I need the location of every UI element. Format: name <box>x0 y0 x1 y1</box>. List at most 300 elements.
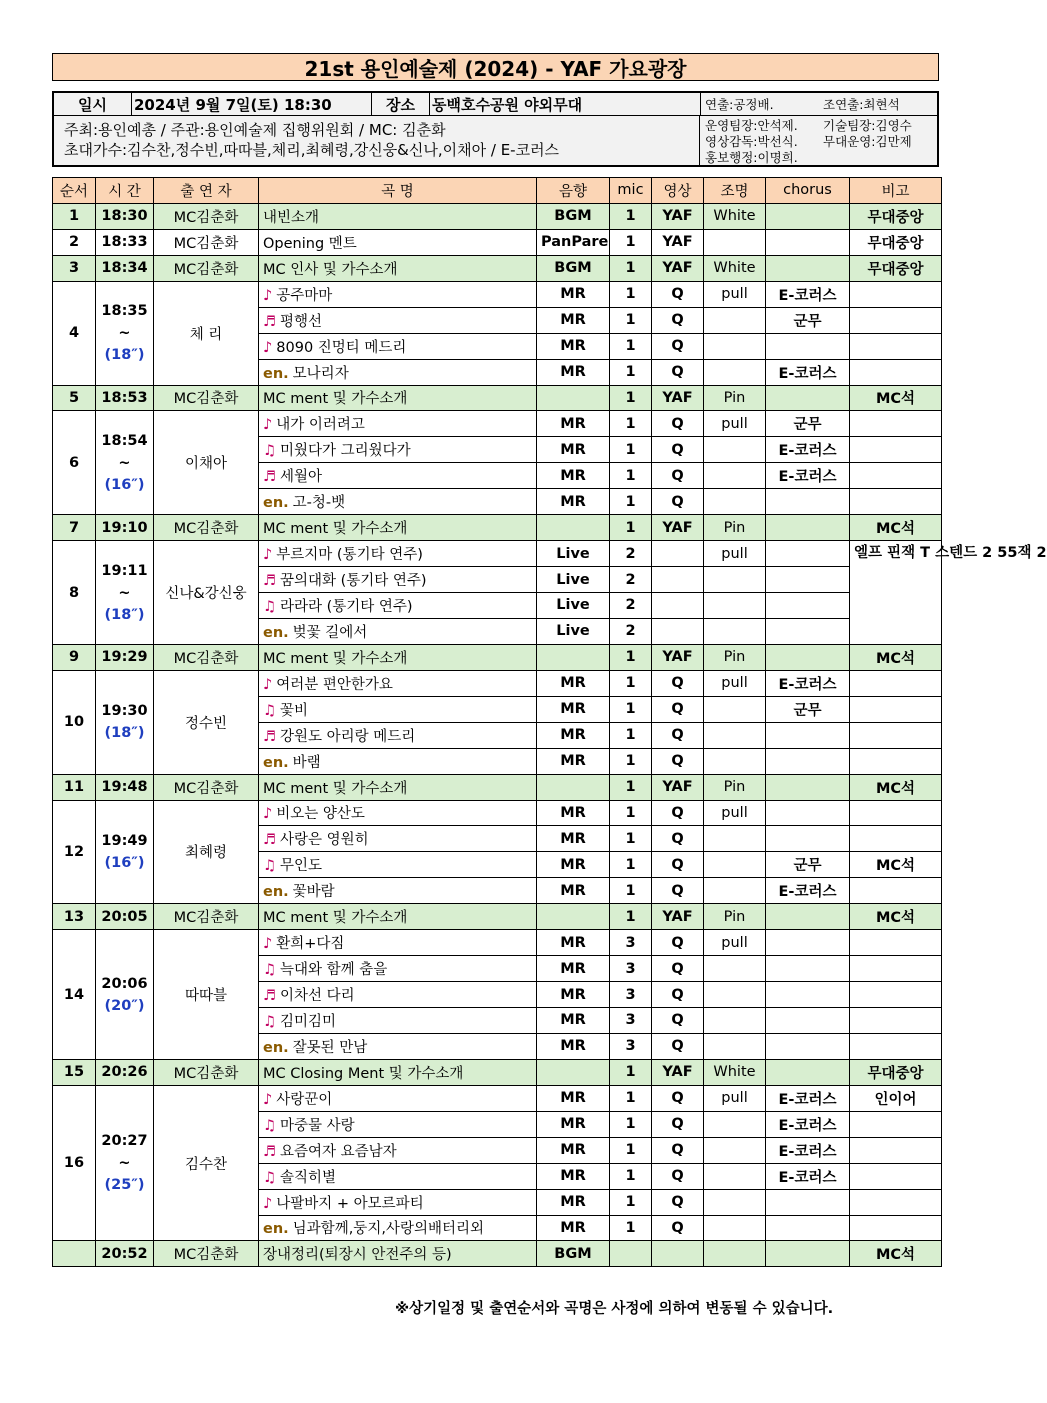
music-note-icon: ♫ <box>263 598 276 615</box>
schedule-table <box>52 177 1047 1267</box>
note-cell: 무대중앙 <box>850 229 942 255</box>
song-title: 나팔바지 + 아모르파티 <box>276 1195 424 1212</box>
song-title: 여러분 편안한가요 <box>276 676 393 693</box>
chorus-cell <box>766 593 850 619</box>
note-cell <box>850 1111 942 1137</box>
chorus-cell <box>766 385 850 411</box>
song-title: 장내정리(퇴장시 안전주의 등) <box>263 1247 452 1264</box>
performer: MC김춘화 <box>154 203 259 229</box>
lighting-cell: pull <box>704 411 766 437</box>
music-note-icon: ♬ <box>263 728 276 745</box>
song-title: 공주마마 <box>276 287 333 304</box>
song-title-cell <box>259 774 537 800</box>
music-note-icon: ♪ <box>263 547 273 564</box>
video-cell: YAF <box>652 385 704 411</box>
music-note-icon: ♬ <box>263 313 276 330</box>
lighting-cell <box>704 593 766 619</box>
footer-notice: ※상기일정 및 출연순서와 곡명은 사정에 의하여 변동될 수 있습니다. <box>395 1301 834 1317</box>
time-cell <box>96 229 154 255</box>
video-cell: YAF <box>652 229 704 255</box>
song-title-cell <box>259 1059 537 1085</box>
order-number: 1 <box>53 203 96 229</box>
time-cell <box>96 930 154 1060</box>
video-cell <box>652 541 704 567</box>
sound-cell: Live <box>537 567 610 593</box>
performer: 최혜령 <box>154 800 259 904</box>
song-title: 사랑꾼이 <box>276 1091 333 1108</box>
mic-cell: 1 <box>610 1215 652 1241</box>
sound-cell: MR <box>537 1189 610 1215</box>
start-time: 19:29 <box>101 649 148 666</box>
mic-cell: 1 <box>610 748 652 774</box>
chorus-cell <box>766 748 850 774</box>
song-title: 미웠다가 그리웠다가 <box>280 443 411 460</box>
song-title: 세월아 <box>280 469 323 486</box>
encore-label: en. <box>263 624 289 641</box>
sound-cell: MR <box>537 852 610 878</box>
mic-cell: 1 <box>610 1085 652 1111</box>
sound-cell: MR <box>537 1215 610 1241</box>
order-number: 15 <box>53 1059 96 1085</box>
lighting-cell: pull <box>704 1085 766 1111</box>
sound-cell: MR <box>537 463 610 489</box>
lighting-cell: Pin <box>704 385 766 411</box>
sound-cell: MR <box>537 359 610 385</box>
order-number: 14 <box>53 930 96 1060</box>
mic-cell: 1 <box>610 774 652 800</box>
lighting-cell <box>704 748 766 774</box>
table-row <box>53 229 942 255</box>
order-number: 7 <box>53 515 96 541</box>
event-info-box <box>52 91 939 167</box>
mic-cell: 1 <box>610 1059 652 1085</box>
mic-cell: 1 <box>610 255 652 281</box>
lighting-cell <box>704 826 766 852</box>
column-header: chorus <box>766 178 850 204</box>
lighting-cell <box>704 489 766 515</box>
song-title-cell <box>259 618 537 644</box>
song-title-cell <box>259 229 537 255</box>
sound-cell: PanPare <box>537 229 610 255</box>
time-cell <box>96 281 154 385</box>
duration: (16″) <box>104 854 145 871</box>
performer: MC김춘화 <box>154 515 259 541</box>
sound-cell: MR <box>537 1137 610 1163</box>
order-number: 6 <box>53 411 96 515</box>
duration: (16″) <box>104 476 145 493</box>
mic-cell: 1 <box>610 437 652 463</box>
performer: 신나&강신웅 <box>154 541 259 645</box>
start-time: 19:11 <box>101 562 148 579</box>
table-row <box>53 515 942 541</box>
order-number: 13 <box>53 904 96 930</box>
video-cell: Q <box>652 463 704 489</box>
video-cell: Q <box>652 800 704 826</box>
lighting-cell <box>704 307 766 333</box>
sound-cell: MR <box>537 982 610 1008</box>
mic-cell: 1 <box>610 904 652 930</box>
time-cell <box>96 774 154 800</box>
chorus-cell: E-코러스 <box>766 463 850 489</box>
song-title-cell <box>259 437 537 463</box>
table-row <box>53 774 942 800</box>
start-time: 19:48 <box>101 779 148 796</box>
video-cell: Q <box>652 411 704 437</box>
performer: MC김춘화 <box>154 644 259 670</box>
mic-cell: 3 <box>610 1033 652 1059</box>
video-cell: Q <box>652 748 704 774</box>
song-title: 고-청-뱃 <box>292 495 346 512</box>
mic-cell: 1 <box>610 463 652 489</box>
sound-cell <box>537 385 610 411</box>
chorus-cell: 군무 <box>766 307 850 333</box>
song-title-cell <box>259 956 537 982</box>
start-time: 19:30 <box>101 703 148 720</box>
staff-item: 홍보행정:이명희. <box>705 150 798 165</box>
column-header: 시 간 <box>96 178 154 204</box>
mic-cell: 1 <box>610 489 652 515</box>
staff-list <box>701 116 937 169</box>
song-title: 내가 이러려고 <box>276 417 365 434</box>
start-time: 18:53 <box>101 389 148 406</box>
song-title-cell <box>259 567 537 593</box>
chorus-cell <box>766 515 850 541</box>
lighting-cell <box>704 1241 766 1267</box>
song-title: 꿈의대화 (통기타 연주) <box>280 573 427 590</box>
video-cell: Q <box>652 1189 704 1215</box>
song-title-cell <box>259 904 537 930</box>
song-title: MC ment 및 가수소개 <box>263 650 408 667</box>
song-title-cell <box>259 593 537 619</box>
song-title-cell <box>259 982 537 1008</box>
staff-item: 조연출:최현석 <box>823 97 900 112</box>
note-cell: 무대중앙 <box>850 1059 942 1085</box>
note-cell <box>850 463 942 489</box>
chorus-cell: E-코러스 <box>766 670 850 696</box>
mic-cell: 1 <box>610 307 652 333</box>
song-title-cell <box>259 1111 537 1137</box>
sound-cell: MR <box>537 1163 610 1189</box>
video-cell: Q <box>652 722 704 748</box>
video-cell: Q <box>652 852 704 878</box>
lighting-cell <box>704 1008 766 1034</box>
lighting-cell: White <box>704 1059 766 1085</box>
sound-cell: BGM <box>537 1241 610 1267</box>
song-title-cell <box>259 696 537 722</box>
mic-cell: 3 <box>610 956 652 982</box>
sound-cell: MR <box>537 1111 610 1137</box>
chorus-cell: E-코러스 <box>766 359 850 385</box>
song-title: 이차선 다리 <box>280 988 355 1005</box>
performer: 따따블 <box>154 930 259 1060</box>
sound-cell: MR <box>537 281 610 307</box>
video-cell: Q <box>652 1163 704 1189</box>
song-title-cell <box>259 463 537 489</box>
song-title-cell <box>259 800 537 826</box>
time-cell <box>96 904 154 930</box>
song-title-cell <box>259 722 537 748</box>
music-note-icon: ♫ <box>263 702 276 719</box>
chorus-cell <box>766 644 850 670</box>
time-cell <box>96 541 154 645</box>
sound-cell <box>537 774 610 800</box>
video-cell: Q <box>652 878 704 904</box>
music-note-icon: ♬ <box>263 469 276 486</box>
mic-cell: 1 <box>610 1137 652 1163</box>
encore-label: en. <box>263 884 289 901</box>
mic-cell: 1 <box>610 515 652 541</box>
venue-value: 동백호수공원 야외무대 <box>430 93 701 115</box>
start-time: 19:49 <box>101 832 148 849</box>
performer: MC김춘화 <box>154 229 259 255</box>
start-time: 20:06 <box>101 975 148 992</box>
song-title-cell <box>259 385 537 411</box>
song-title-cell <box>259 1241 537 1267</box>
song-title-cell <box>259 644 537 670</box>
time-cell <box>96 800 154 904</box>
song-title-cell <box>259 1008 537 1034</box>
order-number: 12 <box>53 800 96 904</box>
event-info-row <box>54 93 937 116</box>
lighting-cell <box>704 852 766 878</box>
music-note-icon: ♪ <box>263 1195 273 1212</box>
mic-cell: 1 <box>610 1163 652 1189</box>
mic-cell: 2 <box>610 593 652 619</box>
music-note-icon: ♫ <box>263 1117 276 1134</box>
time-cell <box>96 255 154 281</box>
duration: (18″) <box>104 606 145 623</box>
note-cell: 무대중앙 <box>850 203 942 229</box>
table-row <box>53 1085 942 1111</box>
chorus-cell <box>766 774 850 800</box>
time-tilde: ~ <box>118 584 131 601</box>
song-title-cell <box>259 670 537 696</box>
note-cell <box>850 930 942 956</box>
guest-singers-line: 초대가수:김수찬,정수빈,따따블,체리,최혜령,강신웅&신나,이채아 / E-코러스 <box>64 141 560 159</box>
song-title: 김미김미 <box>280 1013 337 1030</box>
sound-cell: MR <box>537 670 610 696</box>
note-cell <box>850 670 942 696</box>
video-cell: Q <box>652 696 704 722</box>
table-row <box>53 644 942 670</box>
mic-cell: 1 <box>610 1189 652 1215</box>
table-row <box>53 281 942 307</box>
song-title: MC ment 및 가수소개 <box>263 780 408 797</box>
note-cell <box>850 956 942 982</box>
sound-cell: BGM <box>537 255 610 281</box>
video-cell: Q <box>652 359 704 385</box>
order-number: 11 <box>53 774 96 800</box>
performer: 이채아 <box>154 411 259 515</box>
song-title-cell <box>259 281 537 307</box>
note-cell: MC석 <box>850 904 942 930</box>
performer: 김수찬 <box>154 1085 259 1241</box>
mic-cell: 1 <box>610 333 652 359</box>
chorus-cell <box>766 541 850 567</box>
song-title: 꽃비 <box>280 702 309 719</box>
note-cell: 엘프 핀잭 T 스텐드 2 55잭 2 <box>850 541 942 645</box>
mic-cell: 2 <box>610 567 652 593</box>
table-row <box>53 1059 942 1085</box>
chorus-cell <box>766 826 850 852</box>
time-cell <box>96 644 154 670</box>
encore-label: en. <box>263 365 289 382</box>
music-note-icon: ♫ <box>263 1169 276 1186</box>
video-cell: YAF <box>652 774 704 800</box>
start-time: 18:34 <box>101 260 148 277</box>
video-cell: Q <box>652 489 704 515</box>
song-title: 잘못된 만남 <box>292 1039 368 1056</box>
staff-item: 기술팀장:김영수 <box>823 118 912 133</box>
lighting-cell <box>704 696 766 722</box>
sound-cell: BGM <box>537 203 610 229</box>
note-cell: 무대중앙 <box>850 255 942 281</box>
start-time: 19:10 <box>101 519 148 536</box>
video-cell: YAF <box>652 1059 704 1085</box>
table-row <box>53 411 942 437</box>
chorus-cell: E-코러스 <box>766 1137 850 1163</box>
order-number: 9 <box>53 644 96 670</box>
video-cell <box>652 567 704 593</box>
video-cell: YAF <box>652 255 704 281</box>
note-cell <box>850 1008 942 1034</box>
sound-cell: MR <box>537 956 610 982</box>
note-cell <box>850 437 942 463</box>
duration: (20″) <box>104 997 145 1014</box>
encore-label: en. <box>263 1221 289 1238</box>
mic-cell: 1 <box>610 722 652 748</box>
order-number: 4 <box>53 281 96 385</box>
video-cell: Q <box>652 1085 704 1111</box>
sound-cell: MR <box>537 489 610 515</box>
mic-cell: 1 <box>610 281 652 307</box>
lighting-cell <box>704 333 766 359</box>
note-cell <box>850 307 942 333</box>
video-cell: YAF <box>652 203 704 229</box>
sound-cell: MR <box>537 1033 610 1059</box>
chorus-cell <box>766 489 850 515</box>
time-tilde: ~ <box>118 454 131 471</box>
chorus-cell <box>766 567 850 593</box>
column-header: 영상 <box>652 178 704 204</box>
performer: 정수빈 <box>154 670 259 774</box>
column-header: 곡 명 <box>259 178 537 204</box>
order-number <box>53 1241 96 1267</box>
song-title: 내빈소개 <box>263 209 320 226</box>
chorus-cell <box>766 800 850 826</box>
sound-cell: MR <box>537 1085 610 1111</box>
chorus-cell <box>766 1033 850 1059</box>
director-credits <box>701 93 937 115</box>
chorus-cell <box>766 982 850 1008</box>
song-title-cell <box>259 1085 537 1111</box>
video-cell <box>652 593 704 619</box>
video-cell: Q <box>652 1033 704 1059</box>
sound-cell: MR <box>537 333 610 359</box>
performer: 체 리 <box>154 281 259 385</box>
lighting-cell <box>704 463 766 489</box>
song-title-cell <box>259 307 537 333</box>
song-title: 비오는 양산도 <box>276 806 365 823</box>
music-note-icon: ♪ <box>263 676 273 693</box>
table-row <box>53 541 942 567</box>
song-title-cell <box>259 515 537 541</box>
encore-label: en. <box>263 754 289 771</box>
lighting-cell: pull <box>704 670 766 696</box>
video-cell: Q <box>652 1008 704 1034</box>
column-header: 출 연 자 <box>154 178 259 204</box>
column-header: mic <box>610 178 652 204</box>
start-time: 18:33 <box>101 234 148 251</box>
mic-cell: 1 <box>610 644 652 670</box>
start-time: 18:54 <box>101 432 148 449</box>
sound-cell: MR <box>537 800 610 826</box>
music-note-icon: ♫ <box>263 443 276 460</box>
performer: MC김춘화 <box>154 904 259 930</box>
music-note-icon: ♪ <box>263 936 273 953</box>
sound-cell: MR <box>537 696 610 722</box>
mic-cell: 1 <box>610 852 652 878</box>
sound-cell: MR <box>537 748 610 774</box>
note-cell <box>850 359 942 385</box>
venue-label: 장소 <box>372 93 430 115</box>
music-note-icon: ♪ <box>263 806 273 823</box>
song-title: 환희+다짐 <box>276 936 345 953</box>
song-title-cell <box>259 930 537 956</box>
chorus-cell <box>766 618 850 644</box>
start-time: 20:05 <box>101 908 148 925</box>
mic-cell: 1 <box>610 385 652 411</box>
column-header: 순서 <box>53 178 96 204</box>
start-time: 20:27 <box>101 1133 148 1150</box>
lighting-cell <box>704 1137 766 1163</box>
song-title-cell <box>259 1033 537 1059</box>
video-cell: Q <box>652 930 704 956</box>
table-row <box>53 255 942 281</box>
chorus-cell <box>766 333 850 359</box>
video-cell: Q <box>652 1111 704 1137</box>
song-title: MC ment 및 가수소개 <box>263 910 408 927</box>
song-title: MC ment 및 가수소개 <box>263 391 408 408</box>
organizer-info <box>54 116 700 165</box>
column-header: 조명 <box>704 178 766 204</box>
note-cell <box>850 826 942 852</box>
mic-cell: 1 <box>610 826 652 852</box>
song-title: 라라라 (통기타 연주) <box>280 598 413 615</box>
sound-cell <box>537 904 610 930</box>
sound-cell: MR <box>537 1008 610 1034</box>
note-cell: MC석 <box>850 385 942 411</box>
note-cell <box>850 333 942 359</box>
chorus-cell <box>766 930 850 956</box>
music-note-icon: ♪ <box>263 417 273 434</box>
song-title-cell <box>259 878 537 904</box>
chorus-cell: E-코러스 <box>766 878 850 904</box>
table-row <box>53 1241 942 1267</box>
chorus-cell <box>766 1189 850 1215</box>
music-note-icon: ♫ <box>263 1013 276 1030</box>
lighting-cell: Pin <box>704 774 766 800</box>
chorus-cell: E-코러스 <box>766 1163 850 1189</box>
duration: (18″) <box>104 725 145 742</box>
table-row <box>53 203 942 229</box>
note-cell: 인이어 <box>850 1085 942 1111</box>
note-cell <box>850 489 942 515</box>
chorus-cell <box>766 229 850 255</box>
order-number: 2 <box>53 229 96 255</box>
note-cell <box>850 281 942 307</box>
song-title: 강원도 아리랑 메드리 <box>280 728 416 745</box>
